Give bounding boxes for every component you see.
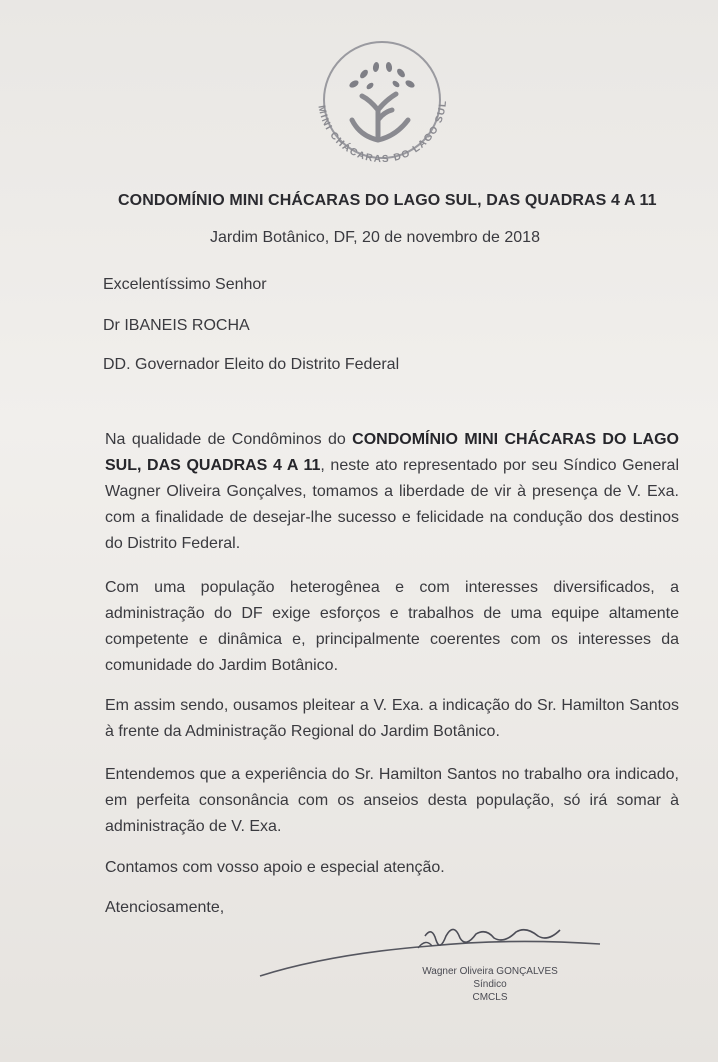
paragraph-1-end: , neste ato representado por seu Síndico General Wagner Oliveira Gonçalves, tomamos a liberdade de vir à presença de V. Exa. com a finalidade de desejar-lhe sucesso e felicidade na condução dos destinos do Distrito Federal. — [105, 457, 679, 552]
addressee-role: DD. Governador Eleito do Distrito Federal — [103, 356, 400, 373]
salutation: Excelentíssimo Senhor — [103, 276, 267, 293]
condominium-logo — [300, 40, 465, 170]
condominium-title: CONDOMÍNIO MINI CHÁCARAS DO LAGO SUL, DAS QUADRAS 4 A 11 — [118, 192, 657, 209]
paragraph-1-condominium: CONDOMÍNIO MINI CHÁCARAS DO LAGO SUL, DAS QUADRAS 4 A 11 — [105, 431, 680, 474]
addressee-name: Dr IBANEIS ROCHA — [103, 317, 250, 334]
svg-text:MINI CHÁCARAS DO LAGO SUL: MINI CHÁCARAS DO LAGO SUL — [315, 98, 450, 166]
signer-title: Síndico — [473, 979, 507, 990]
paragraph-3: Em assim sendo, ousamos pleitear a V. Exa. a indicação do Sr. Hamilton Santos à frente da Administração Regional do Jardim Botânico. — [105, 697, 679, 740]
signer-name: Wagner Oliveira GONÇALVES — [422, 966, 558, 977]
paragraph-1-start: Na qualidade de Condôminos do — [105, 431, 353, 448]
paragraph-1 — [105, 427, 679, 557]
signer-org: CMCLS — [472, 992, 508, 1003]
paragraph-5: Contamos com vosso apoio e especial atenção. — [105, 859, 445, 876]
paragraph-4: Entendemos que a experiência do Sr. Hamilton Santos no trabalho ora indicado, em perfeita consonância com os anseios desta população, só irá somar à administração de V. Exa. — [105, 766, 679, 835]
paragraph-2: Com uma população heterogênea e com interesses diversificados, a administração do DF exige esforços e trabalhos de uma equipe altamente competente e dinâmica e, principalmente coerentes com os interesses da comunidade do Jardim Botânico. — [105, 579, 679, 674]
signature-block — [410, 965, 570, 1004]
date-line: Jardim Botânico, DF, 20 de novembro de 2018 — [210, 229, 540, 246]
closing: Atenciosamente, — [105, 899, 225, 916]
